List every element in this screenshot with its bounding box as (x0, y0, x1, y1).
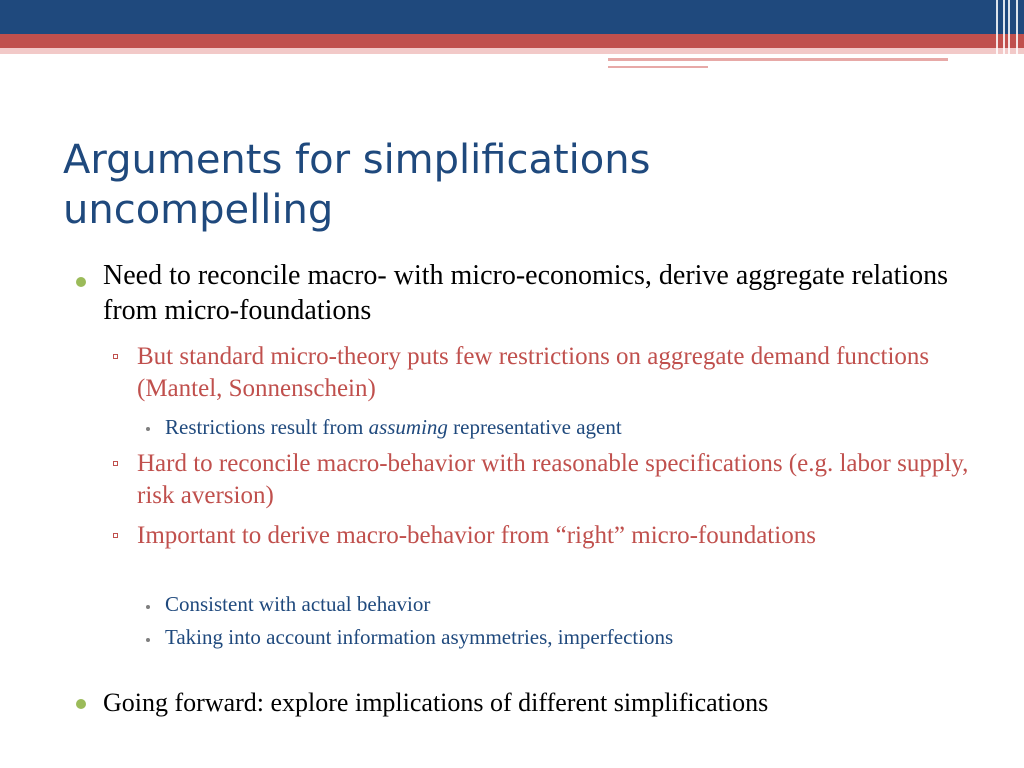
sub-bullet-3-text: Important to derive macro-behavior from “right” micro-foundations (137, 522, 816, 549)
sub-sub-bullet-1-emphasis: assuming (368, 415, 448, 439)
sub-bullet-square-icon (113, 461, 118, 466)
sub-bullet-2-text: Hard to reconcile macro-behavior with reasonable specifications (e.g. labor supply, risk aversion) (137, 450, 969, 509)
sub-sub-bullet-dot-icon (146, 427, 150, 431)
sub-bullet-square-icon (113, 354, 118, 359)
sub-sub-bullet-1-pre: Restrictions result from (165, 415, 369, 439)
sub-sub-bullet-1-text (165, 414, 965, 441)
sub-bullet-1-text: But standard micro-theory puts few restrictions on aggregate demand functions (Mantel, Sonnenschein) (137, 343, 930, 402)
sub-sub-bullet-3-text: Taking into account information asymmetries, imperfections (165, 625, 674, 649)
sub-sub-bullet-dot-icon (146, 605, 150, 609)
sub-sub-bullet-1-post: representative agent (447, 415, 622, 439)
bullet-1-text: Need to reconcile macro- with micro-economics, derive aggregate relations from micro-foundations (103, 260, 949, 326)
bullet-dot-icon (76, 277, 86, 287)
slide-title-line1: Arguments for simplifications (63, 137, 651, 183)
bullet-dot-icon (76, 699, 86, 709)
slide-title-line2: uncompelling (63, 187, 334, 233)
bullet-2-text: Going forward: explore implications of different simplifications (103, 688, 769, 717)
sub-sub-bullet-dot-icon (146, 638, 150, 642)
sub-sub-bullet-2-text: Consistent with actual behavior (165, 592, 431, 616)
sub-bullet-square-icon (113, 533, 118, 538)
